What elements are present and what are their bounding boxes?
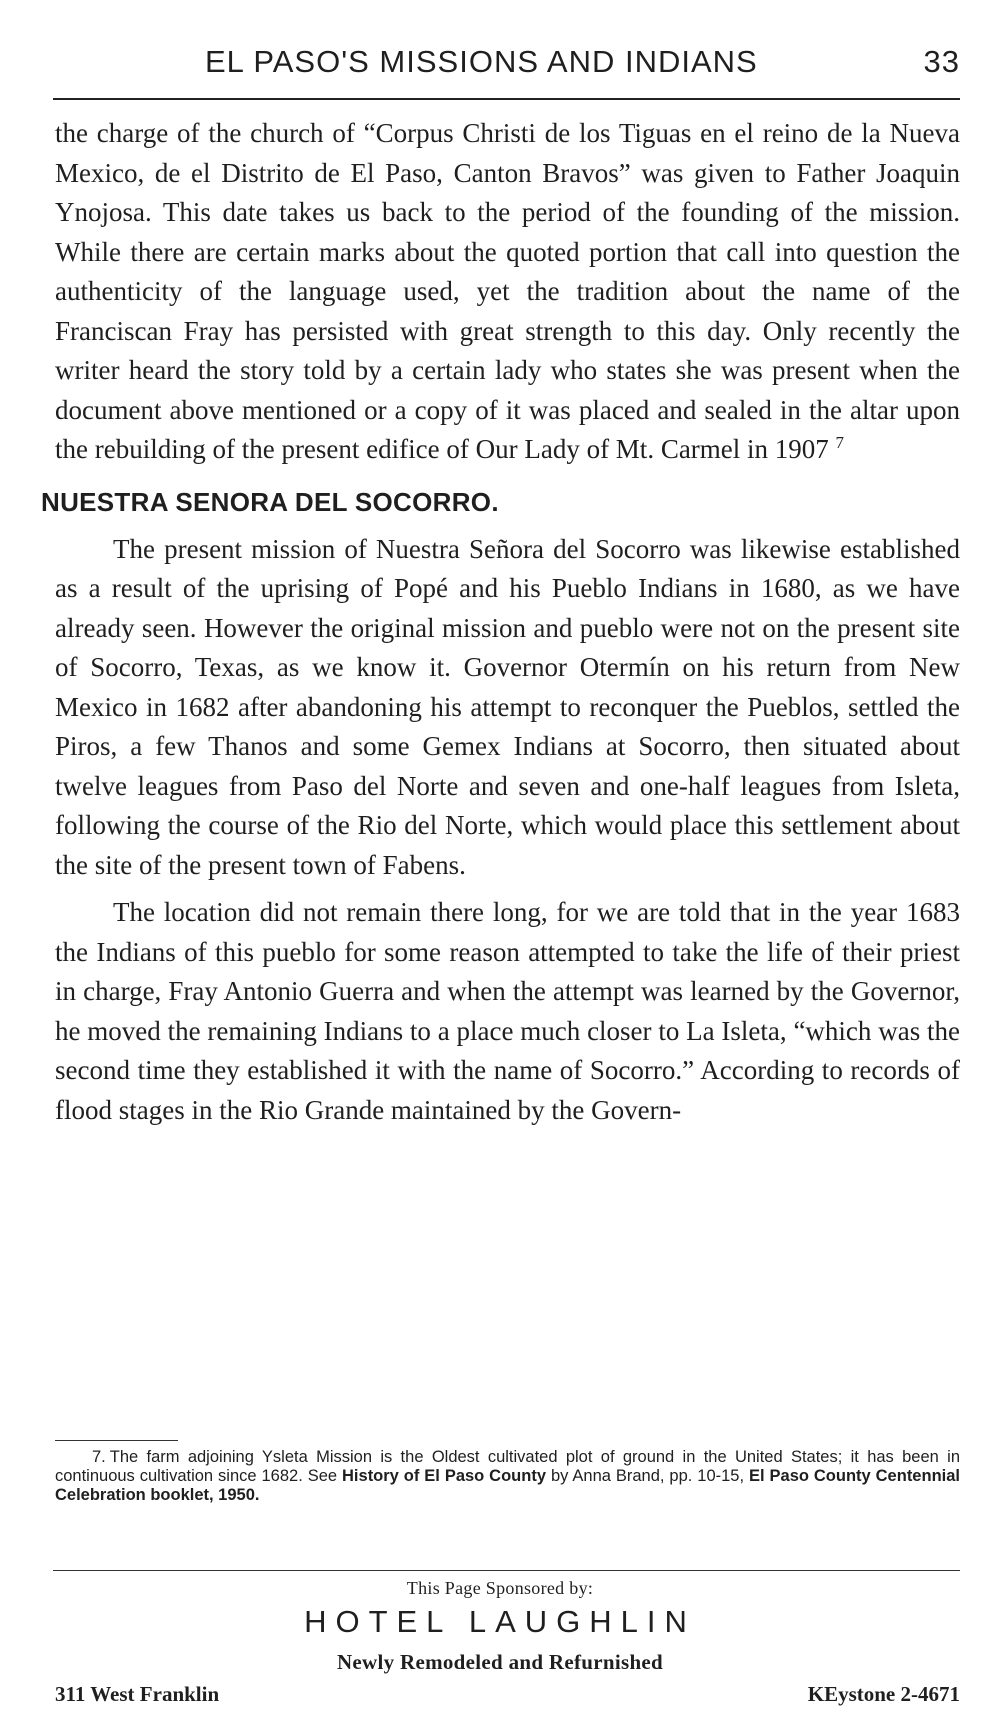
footnote-text-2: by Anna Brand, pp. 10-15, <box>550 1467 745 1485</box>
footnote-text-1: The farm adjoining Ysleta Mission is the Oldest cultivated plot of ground in the United States; it has been in continuous cultivation since 1682. See <box>55 1448 960 1485</box>
sponsor-rule <box>53 1570 960 1571</box>
footnote-bold-2: El Paso County Centennial Celebration booklet, 1950. <box>55 1467 960 1504</box>
sponsor-address: 311 West Franklin <box>55 1682 220 1706</box>
sponsor-name: HOTEL LAUGHLIN <box>304 1604 696 1639</box>
paragraph-2: The present mission of Nuestra Señora del Socorro was likewise established as a result of the uprising of Popé and his Pueblo Indians in 1680, as we have already seen. However the original mission and pueblo were not on the present site of Socorro, Texas, as we know it. Governor Otermín on his return from New Mexico in 1682 after abandoning his attempt to reconquer the Pueblos, settled the Piros, a few Thanos and some Gemex Indians at Socorro, then situated about twelve leagues from Paso del Norte and seven and one-half leagues from Isleta, following the course of the Rio del Norte, which would place this settlement about the site of the present town of Fabens. <box>55 533 960 880</box>
sponsor-tagline: Newly Remodeled and Refurnished <box>336 1650 664 1674</box>
running-header <box>55 44 960 84</box>
section-heading: NUESTRA SENORA DEL SOCORRO. <box>41 486 499 517</box>
footnote-rule <box>55 1440 178 1441</box>
footnote-reference: 7 <box>835 433 845 452</box>
footnote <box>55 1448 960 1505</box>
running-header-title: EL PASO'S MISSIONS AND INDIANS <box>205 44 758 79</box>
paragraph-1-text: the charge of the church of “Corpus Christi de los Tiguas en el reino de la Nueva Mexico, de el Distrito de El Paso, Canton Bravos” was given to Father Joaquin Ynojosa. This date takes us back to the period of the founding of the mission. While there are certain marks about the quoted portion that call into question the authenticity of the language used, yet the tradition about the name of the Franciscan Fray has persisted with great strength to this day. Only recently the writer heard the story told by a certain lady who states she was present when the document above mentioned or a copy of it was placed and sealed in the altar upon the rebuilding of the present edifice of Our Lady of Mt. Carmel in 1907 <box>55 118 960 464</box>
footnote-bold-1: History of El Paso County <box>342 1467 547 1485</box>
page-number: 33 <box>923 44 960 79</box>
paragraph-3: The location did not remain there long, for we are told that in the year 1683 the Indians of this pueblo for some reason attempted to take the life of their priest in charge, Fray Antonio Guerra and when the attempt was learned by the Governor, he moved the remaining Indians to a place much closer to La Isleta, “which was the second time they established it with the name of Socorro.” According to records of flood stages in the Rio Grande maintained by the Govern- <box>55 897 960 1125</box>
sponsor-label: This Page Sponsored by: <box>406 1578 594 1598</box>
body-text <box>41 114 960 1130</box>
footnote-number: 7. <box>92 1448 106 1466</box>
header-rule <box>53 98 960 100</box>
paragraph-1 <box>55 114 960 470</box>
sponsor-phone: KEystone 2-4671 <box>807 1682 960 1706</box>
